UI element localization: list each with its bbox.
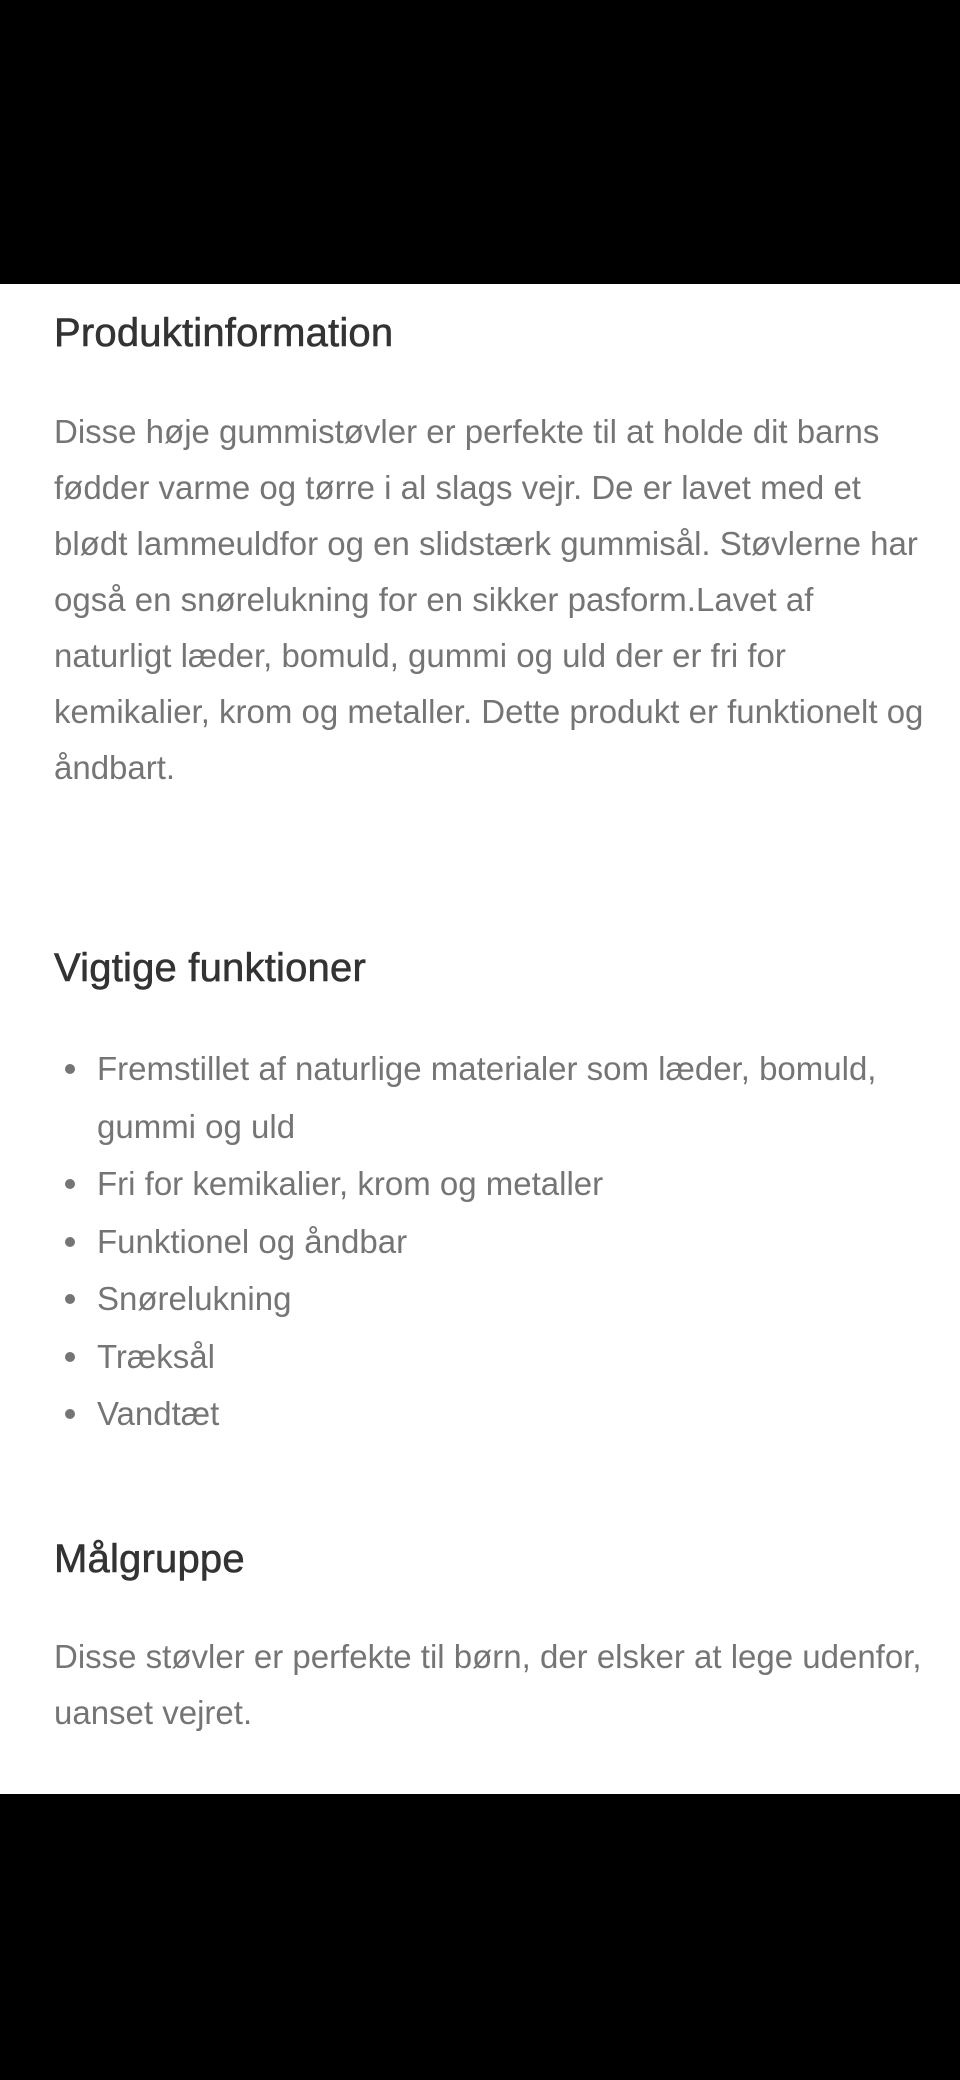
bullet-icon: [65, 1237, 75, 1247]
product-info-text: Disse høje gummistøvler er perfekte til at holde dit barns fødder varme og tørre i al slags vejr. De er lavet med et blødt lammeuldfor og en slidstærk gummisål. Støvlerne har også en snørelukning for en sikker pasform.Lavet af naturligt læder, bomuld, gummi og uld der er fri for kemikalier, krom og metaller. Dette produkt er funktionelt og åndbart.: [54, 413, 924, 786]
list-item: Fremstillet af naturlige materialer som læder, bomuld, gummi og uld: [54, 1040, 924, 1155]
features-heading: Vigtige funktioner: [54, 946, 366, 990]
list-item: Funktionel og åndbar: [54, 1213, 924, 1271]
list-item: Snørelukning: [54, 1270, 924, 1328]
bullet-icon: [65, 1064, 75, 1074]
product-info-heading: Produktinformation: [54, 311, 394, 355]
features-list: [54, 1040, 924, 1443]
bullet-icon: [65, 1352, 75, 1362]
bullet-icon: [65, 1409, 75, 1419]
bullet-icon: [65, 1179, 75, 1189]
list-item: Fri for kemikalier, krom og metaller: [54, 1155, 924, 1213]
target-group-heading: Målgruppe: [54, 1537, 245, 1581]
list-item: Vandtæt: [54, 1385, 924, 1443]
list-item: Træksål: [54, 1328, 924, 1386]
product-details-panel: [0, 284, 960, 1794]
target-group-text: Disse støvler er perfekte til børn, der elsker at lege udenfor, uanset vejret.: [54, 1638, 922, 1731]
bullet-icon: [65, 1294, 75, 1304]
